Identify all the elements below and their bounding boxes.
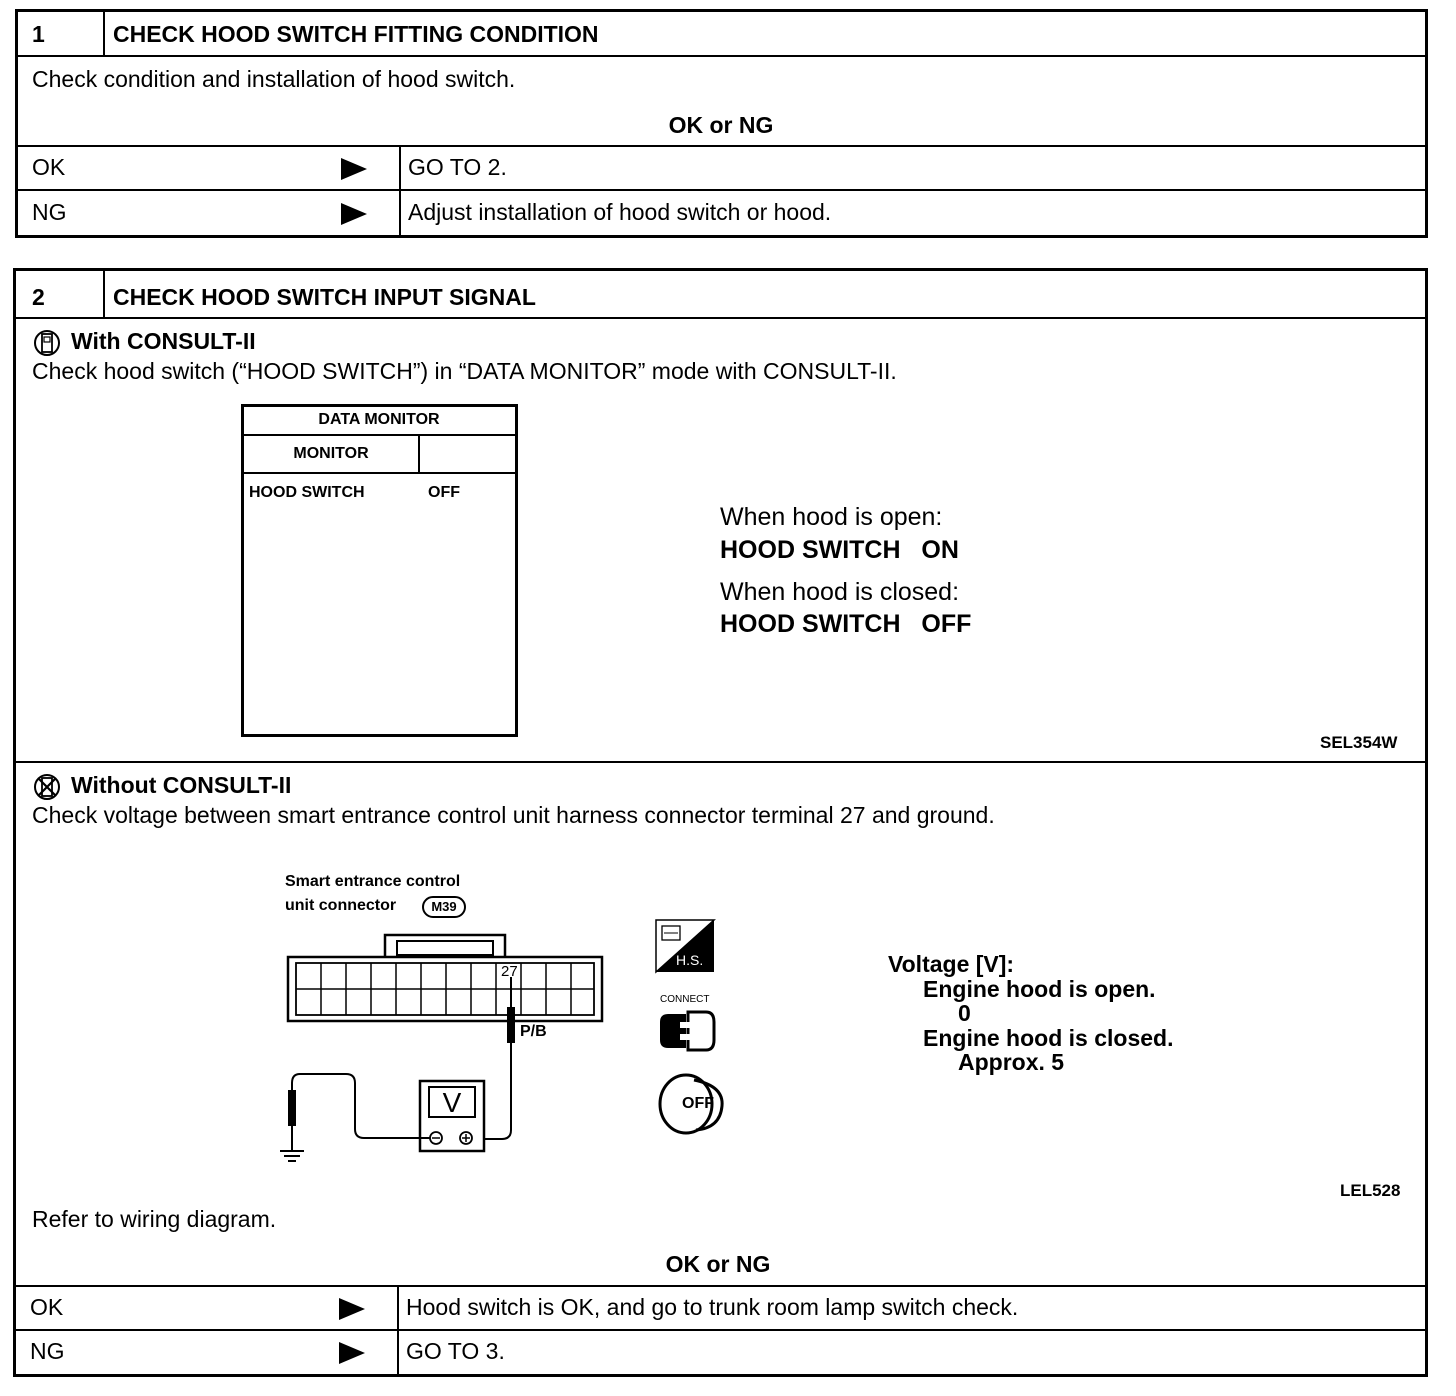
step2-ng-arrow-icon [339,1342,365,1364]
step1-ng-action: Adjust installation of hood switch or hood. [408,199,832,225]
refer-wiring-diagram: Refer to wiring diagram. [32,1206,277,1232]
step2-ng-action: GO TO 3. [406,1338,505,1364]
step1-number: 1 [32,21,45,47]
step2-ng-label: NG [30,1338,65,1364]
connector-id-badge [422,896,466,918]
voltage-open-condition: Engine hood is open. [923,976,1156,1002]
no-consult-icon [32,773,62,801]
hood-open-value: HOOD SWITCH ON [720,536,959,564]
connector-label-line2: unit connector [285,897,397,914]
step2-result-divider-2 [14,1329,1426,1331]
step1-result-column-divider [399,146,401,236]
step1-ng-arrow-icon [341,203,367,225]
step2-section-divider [14,761,1426,763]
voltage-title: Voltage [V]: [888,951,1015,977]
without-consult-heading: Without CONSULT-II [71,772,292,798]
connector-label-line1: Smart entrance control [285,873,461,890]
data-monitor-screen [241,404,518,737]
step1-result-divider-2 [16,189,1426,191]
with-consult-heading: With CONSULT-II [71,328,256,354]
data-monitor-title: DATA MONITOR [318,411,440,428]
wiring-diagram [270,925,620,1170]
step1-ok-arrow-icon [341,158,367,180]
meter-symbol: V [442,1087,462,1118]
data-monitor-item-value: OFF [428,484,460,501]
hood-closed-value: HOOD SWITCH OFF [720,610,972,638]
voltage-closed-value: Approx. 5 [958,1049,1065,1075]
consult-icon [32,329,62,357]
step1-result-divider-1 [16,145,1426,147]
step2-ok-arrow-icon [339,1298,365,1320]
step1-number-divider [103,10,105,56]
step2-result-column-divider [397,1286,399,1375]
data-monitor-title-divider [243,434,516,436]
figure-code-sel354w: SEL354W [1320,733,1398,752]
step1-ok-label: OK [32,154,66,180]
step1-title: CHECK HOOD SWITCH FITTING CONDITION [113,21,599,47]
connect-icon-label: CONNECT [660,994,710,1005]
step2-number-divider [103,269,105,318]
without-consult-instruction: Check voltage between smart entrance control unit harness connector terminal 27 and ground. [32,802,995,828]
connector-id: M39 [431,899,457,914]
data-monitor-item-label: HOOD SWITCH [249,484,365,501]
step1-header-divider [16,55,1426,57]
wire-color-label: P/B [520,1023,547,1040]
hood-open-label: When hood is open: [720,503,943,531]
step2-result-divider-1 [14,1285,1426,1287]
voltage-closed-condition: Engine hood is closed. [923,1025,1174,1051]
data-monitor-column-divider [243,472,516,474]
with-consult-instruction: Check hood switch (“HOOD SWITCH”) in “DATA MONITOR” mode with CONSULT-II. [32,358,897,384]
step2-result-header: OK or NG [665,1251,771,1277]
voltage-open-value: 0 [958,1000,971,1026]
step2-ok-action: Hood switch is OK, and go to trunk room lamp switch check. [406,1294,1019,1320]
terminal-number: 27 [501,963,518,980]
step2-title: CHECK HOOD SWITCH INPUT SIGNAL [113,284,536,310]
data-monitor-column-label: MONITOR [293,445,369,462]
connect-icon [656,1006,716,1056]
step1-ng-label: NG [32,199,67,225]
step1-ok-action: GO TO 2. [408,154,507,180]
step1-result-header: OK or NG [668,112,774,138]
figure-code-lel528: LEL528 [1340,1181,1401,1200]
step2-ok-label: OK [30,1294,64,1320]
hood-closed-label: When hood is closed: [720,578,960,606]
step2-number: 2 [32,284,45,310]
step1-instruction: Check condition and installation of hood switch. [32,66,516,92]
data-monitor-column-separator [418,435,420,473]
hood-switch-icon-label: H.S. [676,952,704,968]
ignition-off-label: OFF [682,1095,714,1112]
step2-header-divider [14,317,1426,319]
